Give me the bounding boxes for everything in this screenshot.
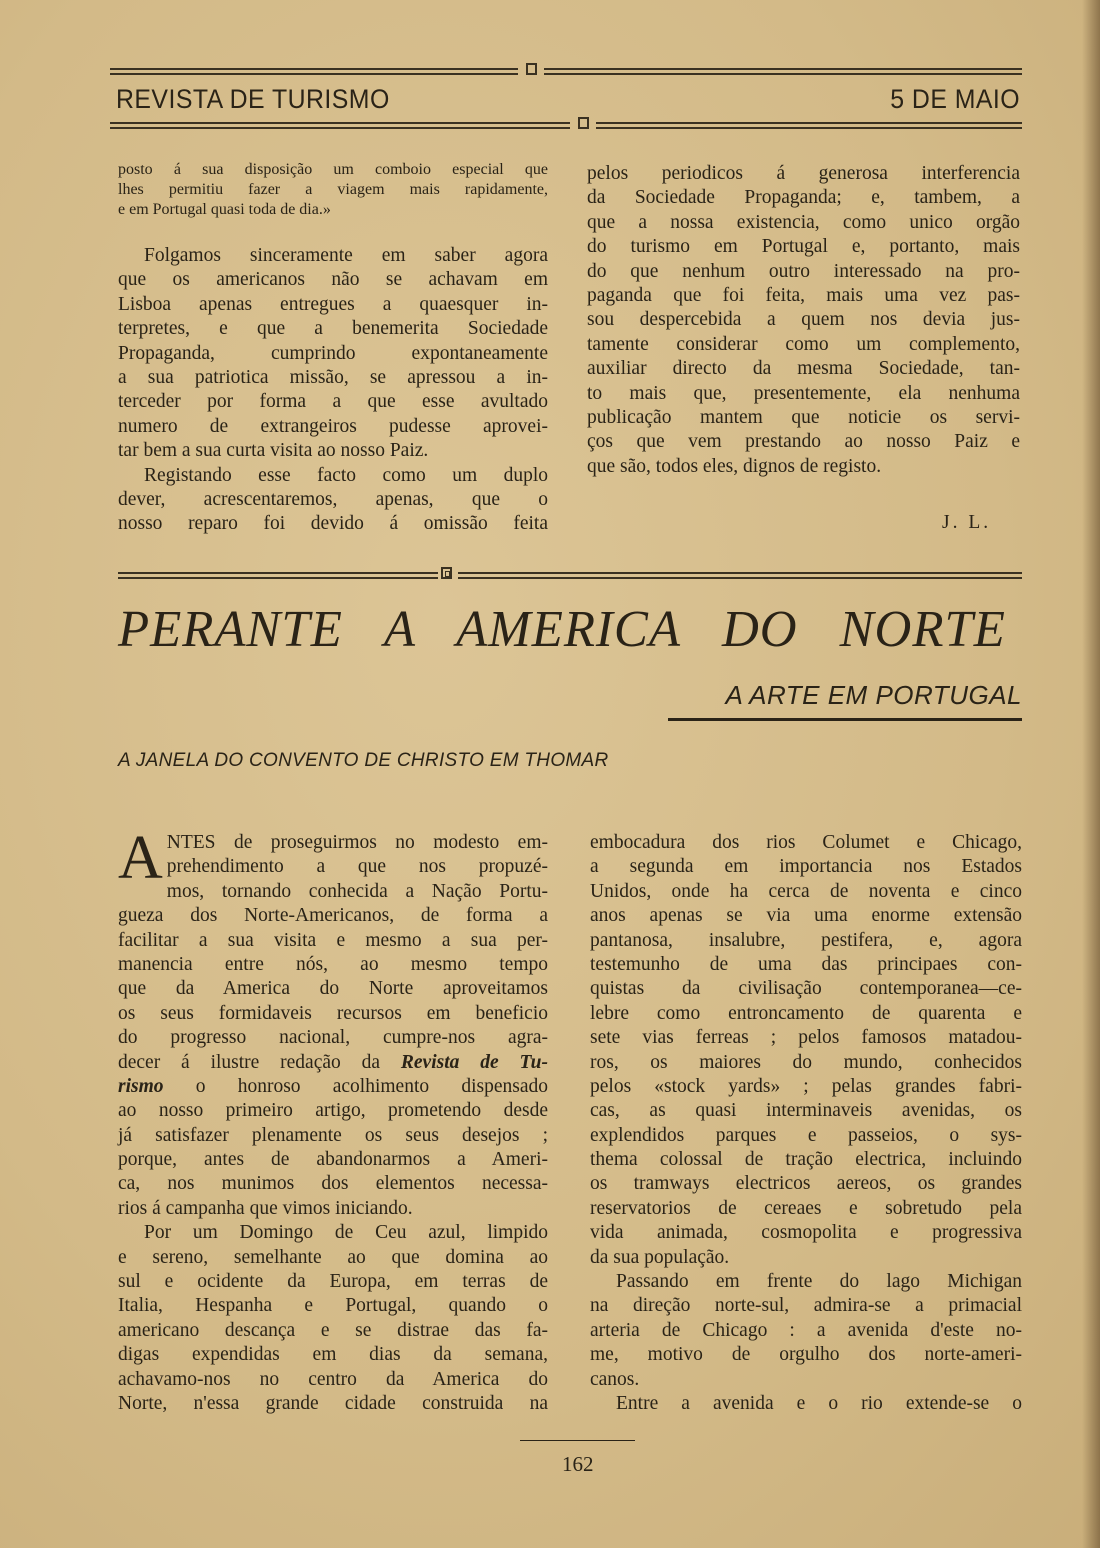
publication-name: REVISTA DE TURISMO xyxy=(116,84,390,114)
text-line: me, motivo de orgulho dos norte-ameri- xyxy=(590,1344,1022,1366)
text-line: dever, acrescentaremos, apenas, que o xyxy=(118,488,548,510)
text-line: e sereno, semelhante ao que domina ao xyxy=(118,1246,548,1268)
drop-cap: A xyxy=(118,824,163,892)
ornament-square-icon xyxy=(526,63,537,75)
issue-date: 5 DE MAIO xyxy=(890,84,1020,114)
text-line: na direção norte-sul, admira-se a primacial xyxy=(590,1295,1022,1317)
text-line: arteria de Chicago : a avenida d'este no- xyxy=(590,1319,1022,1341)
section-heading: A JANELA DO CONVENTO DE CHRISTO EM THOMAR xyxy=(118,750,609,771)
text-line: sete vias ferreas ; pelos famosos matadou- xyxy=(590,1027,1022,1049)
text-line: Italia, Hespanha e Portugal, quando o xyxy=(118,1295,548,1317)
text-line: Por um Domingo de Ceu azul, limpido xyxy=(144,1222,548,1244)
text-line xyxy=(118,1051,548,1075)
text-line: que são, todos eles, dignos de registo. xyxy=(587,455,882,477)
text-line: Unidos, onde ha cerca de noventa e cinco xyxy=(590,880,1022,902)
page-edge-shadow xyxy=(1082,0,1100,1548)
paragraph xyxy=(118,464,548,537)
text-line: Propaganda, cumprindo expontaneamente xyxy=(118,342,548,364)
text-line: os seus formidaveis recursos em beneficio xyxy=(118,1002,548,1024)
text-line: achavamo-nos no centro da America do xyxy=(118,1368,548,1390)
paragraph xyxy=(118,855,548,1221)
text-line: Passando em frente do lago Michigan xyxy=(616,1271,1022,1293)
text-line: cas, as quasi interminaveis avenidas, os xyxy=(590,1100,1022,1122)
first-word-smallcaps: NTES xyxy=(166,832,216,853)
text-line: da Sociedade Propaganda; e, tambem, a xyxy=(587,187,1020,209)
paragraph xyxy=(590,1270,1022,1392)
text-line: digas expendidas em dias da semana, xyxy=(118,1344,548,1366)
text-line: ca, nos munimos dos elementos necessa- xyxy=(118,1173,548,1195)
text-line-rest: de proseguirmos no modesto em- xyxy=(233,832,548,853)
text-line: a segunda em importancia nos Estados xyxy=(590,856,1022,878)
text-line: lhes permitiu fazer a viagem mais rapidamente, xyxy=(118,181,548,198)
text-line: pantanosa, insalubre, pestifera, e, agora xyxy=(590,929,1022,951)
text-line: rios á campanha que vimos iniciando. xyxy=(118,1197,413,1219)
text-line: canos. xyxy=(590,1368,640,1390)
text-line: que da America do Norte aproveitamos xyxy=(118,978,548,1000)
text-line: Entre a avenida e o rio extende-se o xyxy=(616,1392,1022,1414)
text-line: mos, tornando conhecida a Nação Portu- xyxy=(166,880,548,902)
paragraph xyxy=(590,831,1022,1270)
text-line: Norte, n'essa grande cidade construida na xyxy=(118,1392,548,1414)
text-line: ços que vem prestando ao nosso Paiz e xyxy=(587,431,1020,453)
text-line: sul e ocidente da Europa, em terras de xyxy=(118,1271,548,1293)
text-line: lebre como entroncamento de quarenta e xyxy=(590,1002,1022,1024)
text-line: ao nosso primeiro artigo, prometendo desde xyxy=(118,1100,548,1122)
text-line: do que nenhum outro interessado na pro- xyxy=(587,260,1020,282)
paragraph xyxy=(118,160,548,220)
text-line: quistas da civilisação contemporanea—ce- xyxy=(590,978,1022,1000)
text-line: sou despercebida a quem nos devia jus- xyxy=(587,309,1020,331)
text-line: Registando esse facto como um duplo xyxy=(144,464,548,486)
text-line: da sua população. xyxy=(590,1246,730,1268)
text-line: terceder por forma a que esse avultado xyxy=(118,391,548,413)
text-line: do turismo em Portugal e, portanto, mais xyxy=(587,236,1020,258)
header-rule-bottom xyxy=(110,122,1022,129)
text-line: reservatorios de cereaes e sobretudo pela xyxy=(590,1197,1022,1219)
text-line: thema colossal de tração electrica, incluindo xyxy=(590,1149,1022,1171)
article-left-column xyxy=(118,824,549,1416)
article-right-column xyxy=(590,831,1022,1416)
text-line: manencia entre nós, ao mesmo tempo xyxy=(118,953,548,975)
paragraph xyxy=(118,1221,548,1416)
previous-article-left-column xyxy=(118,160,548,537)
subtitle-underline xyxy=(668,718,1022,721)
header-rule-top xyxy=(110,68,1022,75)
paragraph xyxy=(587,162,1020,479)
text-line: prehendimento a que nos propuzé- xyxy=(166,856,548,878)
text-line: facilitar a sua visita e mesmo a sua per- xyxy=(118,929,548,951)
page-number-rule xyxy=(520,1440,635,1441)
article-separator xyxy=(118,572,1022,579)
text-line: a sua patriotica missão, se apressou a in- xyxy=(118,366,548,388)
text-line: tar bem a sua curta visita ao nosso Paiz. xyxy=(118,440,429,462)
author-signature: J. L. xyxy=(942,512,992,533)
text-line xyxy=(118,831,548,855)
text-line: gueza dos Norte-Americanos, de forma a xyxy=(118,905,548,927)
text-line: Folgamos sinceramente em saber agora xyxy=(144,245,548,266)
previous-article-right-column xyxy=(587,162,1020,479)
text-line: os tramways electricos aereos, os grandes xyxy=(590,1173,1022,1195)
ornament-square-icon xyxy=(441,567,452,579)
text-fragment: o honroso acolhimento dispensado xyxy=(195,1075,549,1097)
text-line: do progresso nacional, cumpre-nos agra- xyxy=(118,1027,548,1049)
magazine-name-italic: rismo xyxy=(118,1075,164,1097)
text-line: embocadura dos rios Columet e Chicago, xyxy=(590,832,1022,853)
text-fragment: decer á ilustre redação da xyxy=(118,1051,381,1073)
text-line: auxiliar directo da mesma Sociedade, tan- xyxy=(587,358,1020,380)
text-line: tamente considerar como um complemento, xyxy=(587,333,1020,355)
text-line: paganda que foi feita, mais uma vez pas- xyxy=(587,284,1020,306)
text-line: pelos periodicos á generosa interferencia xyxy=(587,163,1020,184)
text-line: americano descança e se distrae das fa- xyxy=(118,1319,548,1341)
text-line: publicação mantem que noticie os servi- xyxy=(587,406,1020,428)
text-line: que a nossa existencia, como unico orgão xyxy=(587,211,1020,233)
text-line: porque, antes de abandonarmos a Ameri- xyxy=(118,1149,548,1171)
text-line xyxy=(118,1075,548,1099)
text-line: Lisboa apenas entregues a quaesquer in- xyxy=(118,293,548,315)
text-line: vida animada, cosmopolita e progressiva xyxy=(590,1222,1022,1244)
text-line: e em Portugal quasi toda de dia.» xyxy=(118,201,331,218)
page-number: 162 xyxy=(562,1452,594,1476)
text-line: nosso reparo foi devido á omissão feita xyxy=(118,513,548,535)
text-line: já satisfazer plenamente os seus desejos ; xyxy=(118,1124,548,1146)
text-line: numero de extrangeiros pudesse aprovei- xyxy=(118,415,548,437)
text-line: to mais que, presentemente, ela nenhuma xyxy=(587,382,1020,404)
paragraph xyxy=(118,244,548,464)
article-subtitle: A ARTE EM PORTUGAL xyxy=(725,680,1022,710)
article-title: PERANTE A AMERICA DO NORTE xyxy=(118,601,1006,658)
text-line: que os americanos não se achavam em xyxy=(118,269,548,291)
text-line: pelos «stock yards» ; pelas grandes fabri- xyxy=(590,1075,1022,1097)
ornament-square-icon xyxy=(578,117,589,129)
text-line: anos apenas se via uma enorme extensão xyxy=(590,905,1022,927)
text-line: terpretes, e que a benemerita Sociedade xyxy=(118,318,548,340)
text-line: posto á sua disposição um comboio especial que xyxy=(118,161,548,178)
text-line: testemunho de uma das principaes con- xyxy=(590,953,1022,975)
magazine-name-italic: Revista de Tu- xyxy=(400,1051,549,1073)
paragraph xyxy=(590,1392,1022,1416)
text-line: ros, os maiores do mundo, conhecidos xyxy=(590,1051,1022,1073)
text-line: explendidos parques e passeios, o sys- xyxy=(590,1124,1022,1146)
